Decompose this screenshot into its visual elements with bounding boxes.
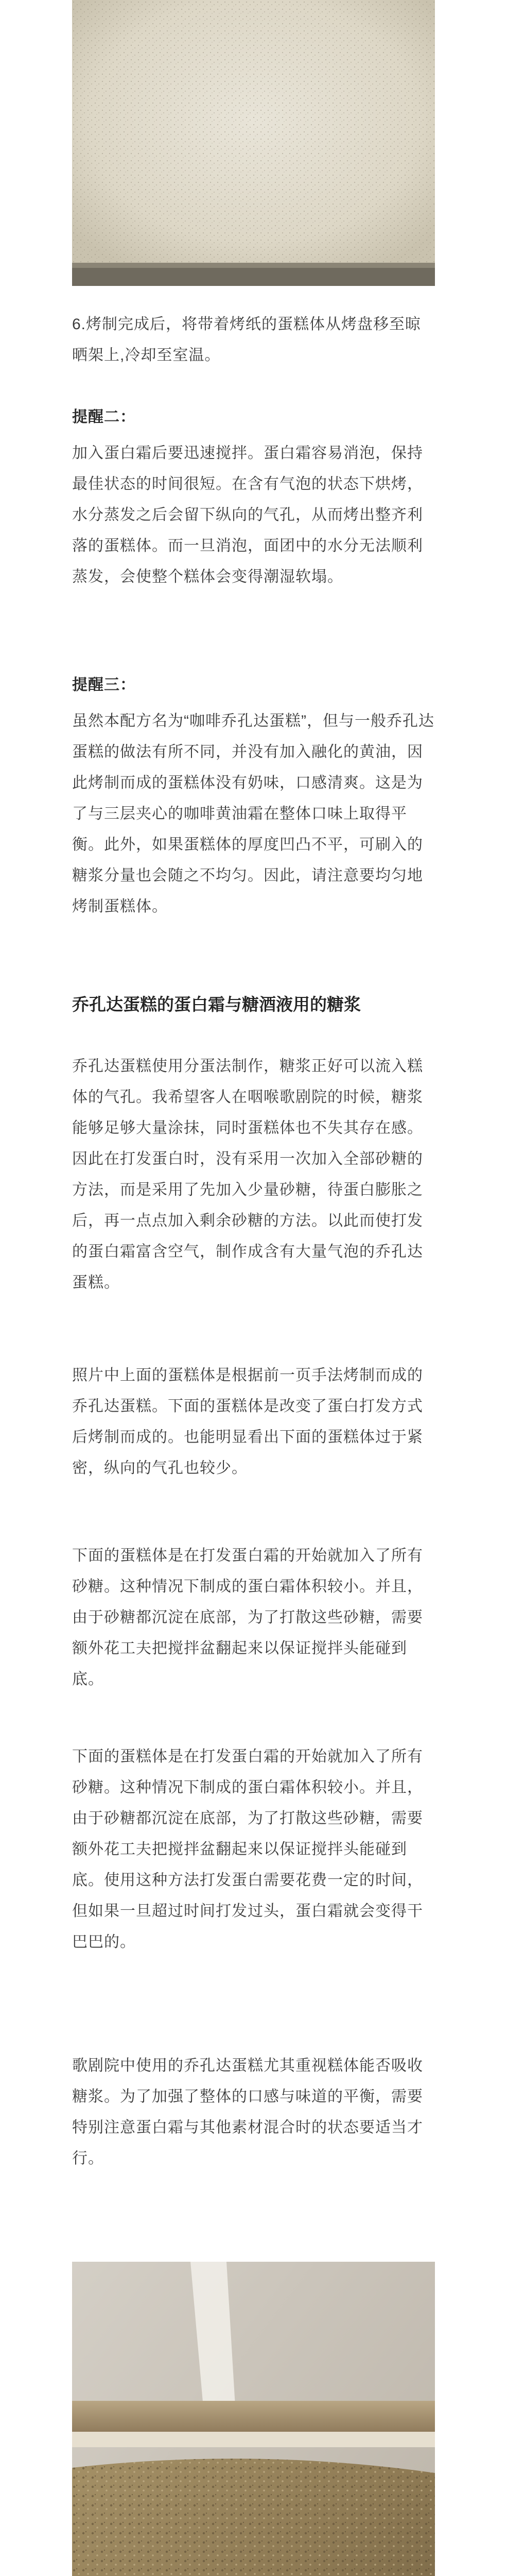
paragraph-4: 下面的蛋糕体是在打发蛋白霜的开始就加入了所有砂糖。这种情况下制成的蛋白霜体积较小。并且，由于砂糖都沉淀在底部，为了打散这些砂糖，需要额外花工夫把搅拌盆翻起来以保证搅拌头能碰到底。使用这种方法打发蛋白需要花费一定的时间，但如果一旦超过时间打发过头，蛋白霜就会变得干巴巴的。: [72, 1748, 423, 1951]
tip-2-block: [72, 402, 435, 592]
paragraph-1: 乔孔达蛋糕使用分蛋法制作，糖浆正好可以流入糕体的气孔。我希望客人在咽喉歌剧院的时候，糖浆能够足够大量涂抹，同时蛋糕体也不失其存在感。因此在打发蛋白时，没有采用一次加入全部砂糖的方法，而是采用了先加入少量砂糖，待蛋白膨胀之后，再一点点加入剩余砂糖的方法。以此而使打发的蛋白霜富含空气，制作成含有大量气泡的乔孔达蛋糕。: [72, 1058, 423, 1291]
step-6-body: 6.烤制完成后，将带着烤纸的蛋糕体从烤盘移至晾晒架上,冷却至室温。: [72, 316, 422, 364]
step-6-text: [72, 309, 435, 371]
tip-2-title: 提醒二：: [72, 409, 136, 426]
tip-3-block: [72, 670, 435, 922]
tip-2-body: 加入蛋白霜后要迅速搅拌。蛋白霜容易消泡，保持最佳状态的时间很短。在含有气泡的状态下烘烤，水分蒸发之后会留下纵向的气孔，从而烤出整齐利落的蛋糕体。而一旦消泡，面团中的水分无法顺利蒸发，会使整个糕体会变得潮湿软塌。: [72, 445, 423, 585]
paragraph-5: 歌剧院中使用的乔孔达蛋糕尤其重视糕体能否吸收糖浆。为了加强了整体的口感与味道的平衡，需要特别注意蛋白霜与其他素材混合时的状态要适当才行。: [72, 2057, 423, 2167]
paragraph-2: 照片中上面的蛋糕体是根据前一页手法烤制而成的乔孔达蛋糕。下面的蛋糕体是改变了蛋白打发方式后烤制而成的。也能明显看出下面的蛋糕体过于紧密，纵向的气孔也较少。: [72, 1367, 423, 1477]
baked-cake-sheet-photo: [72, 0, 435, 286]
tip-3-title: 提醒三：: [72, 676, 136, 693]
cake-comparison-photo: [72, 2262, 435, 2576]
cake-layers-illustration: [72, 2262, 435, 2576]
tip-3-body: 虽然本配方名为“咖啡乔孔达蛋糕”，但与一般乔孔达蛋糕的做法有所不同，并没有加入融化的黄油，因此烤制而成的蛋糕体没有奶味，口感清爽。这是为了与三层夹心的咖啡黄油霜在整体口味上取得平衡。此外，如果蛋糕体的厚度凹凸不平，可刷入的糖浆分量也会随之不均匀。因此，请注意要均匀地烤制蛋糕体。: [72, 713, 434, 915]
cake-sheet-illustration: [72, 0, 435, 286]
paragraph-3: 下面的蛋糕体是在打发蛋白霜的开始就加入了所有砂糖。这种情况下制成的蛋白霜体积较小。并且，由于砂糖都沉淀在底部，为了打散这些砂糖，需要额外花工夫把搅拌盆翻起来以保证搅拌头能碰到底。: [72, 1547, 423, 1688]
section-title: 乔孔达蛋糕的蛋白霜与糖酒液用的糖浆: [72, 995, 361, 1014]
